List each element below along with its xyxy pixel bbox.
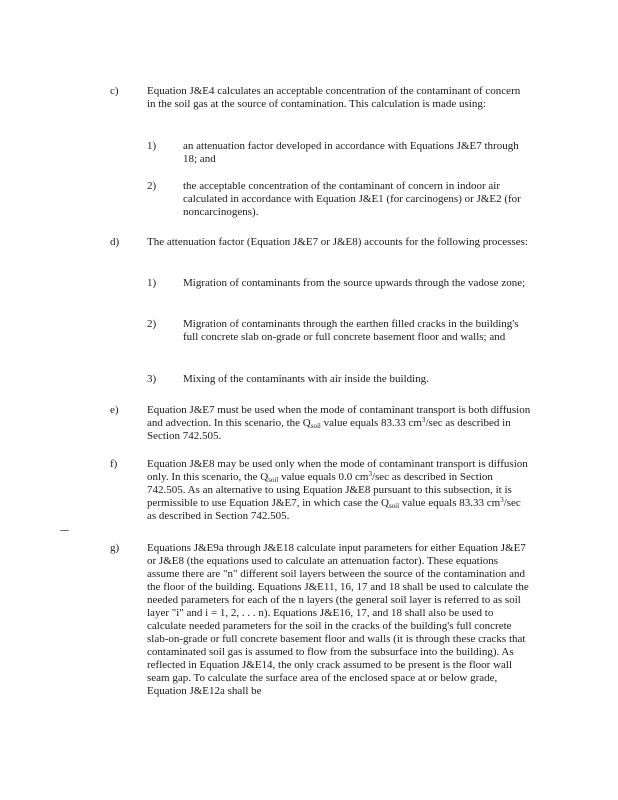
cubic-superscript: 3 xyxy=(500,496,504,504)
paragraph-c-2-text: the acceptable concentration of the contaminant of concern in indoor air calculated in accordance with Equation J&E1 (for carcinogens) or J&E2 (for noncarcinogens). xyxy=(183,180,521,218)
paragraph-e-part-1: Equation J&E7 must be used when the mode of contaminant transport is both diffusion and advection. In this scenario, the Q xyxy=(147,404,531,429)
paragraph-d-3-text: Mixing of the contaminants with air inside the building. xyxy=(183,373,429,385)
margin-revision-mark: --- xyxy=(60,524,68,536)
item-marker-d-1: 1) xyxy=(147,277,157,289)
paragraph-c-1-text: an attenuation factor developed in accordance with Equations J&E7 through 18; and xyxy=(183,140,519,165)
q-soil-subscript: soil xyxy=(388,502,400,510)
paragraph-f-part-1: Equation J&E8 may be used only when the mode of contaminant transport is diffusion only. In this scenario, the Q xyxy=(147,458,528,483)
paragraph-c-text: Equation J&E4 calculates an acceptable concentration of the contaminant of concern in the soil gas at the source of contamination. This calculation is made using: xyxy=(147,85,521,110)
paragraph-e-part-3: /sec as described in Section 742.505. xyxy=(147,417,511,442)
item-marker-g: g) xyxy=(110,542,120,554)
paragraph-d-text: The attenuation factor (Equation J&E7 or J&E8) accounts for the following processes: xyxy=(147,236,528,248)
q-soil-subscript: soil xyxy=(310,422,321,430)
paragraph-f-part-2: value equals 0.0 cm xyxy=(278,471,369,483)
paragraph-f-part-5: /sec as described in Section 742.505. xyxy=(147,497,521,522)
item-marker-f: f) xyxy=(110,458,118,470)
item-marker-d-3: 3) xyxy=(147,373,157,385)
paragraph-g-text: Equations J&E9a through J&E18 calculate input parameters for either Equation J&E7 or J&E8 (the equations used to calculate an attenuation factor). These equations assume there are "n" different soil layers between the source of the contamination and the floor of the building. Equations J&E11, 16, 17 and 18 shall be used to calculate the needed parameters for each of the n layers (the general soil layer is referred to as soil layer "i" and i = 1, 2, . . . n). Equations J&E16, 17, and 18 shall also be used to calculate needed parameters for the soil in the cracks of the building's full concrete slab-on-grade or full concrete basement floor and walls (it is through these cracks that contaminated soil gas is assumed to flow from the subsurface into the building). As reflected in Equation J&E14, the only crack assumed to be present is the floor wall seam gap. To calculate the surface area of the enclosed space at or below grade, Equation J&E12a shall be xyxy=(147,542,529,697)
cubic-superscript: 3 xyxy=(421,416,426,424)
item-marker-c: c) xyxy=(110,85,119,97)
paragraph-e-part-2: value equals 83.33 cm xyxy=(320,417,422,429)
paragraph-e-text xyxy=(147,404,531,443)
paragraph-d-2-text: Migration of contaminants through the earthen filled cracks in the building's full concrete slab on-grade or full concrete basement floor and walls; and xyxy=(183,318,519,343)
item-marker-e: e) xyxy=(110,404,119,416)
paragraph-d-1-text: Migration of contaminants from the source upwards through the vadose zone; xyxy=(183,277,526,289)
item-marker-d: d) xyxy=(110,236,120,248)
cubic-superscript: 3 xyxy=(368,470,372,478)
paragraph-f-text xyxy=(147,458,531,523)
item-marker-d-2: 2) xyxy=(147,318,157,330)
item-marker-c-1: 1) xyxy=(147,140,157,152)
item-marker-c-2: 2) xyxy=(147,180,157,192)
paragraph-f-part-3: /sec as described in Section 742.505. As an alternative to using Equation J&E8 pursuant to this subsection, it is permissible to use Equation J&E7, in which case the Q xyxy=(147,471,512,509)
q-soil-subscript: soil xyxy=(268,476,279,484)
paragraph-f-part-4: value equals 83.33 cm xyxy=(399,497,501,509)
